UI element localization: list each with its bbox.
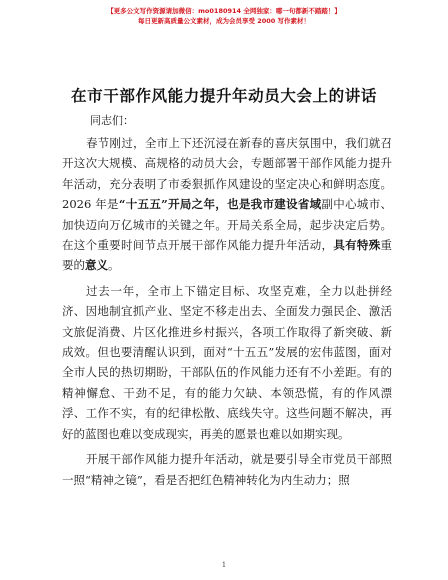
banner-subscription-line: 每日更新高质量公文素材，成为会员享受 2000 写作素材！	[137, 17, 311, 25]
page-number: 1	[221, 561, 227, 569]
paragraph-1-continuation: 副中心城市、加快迈向万亿城市的关键之年。开局关系全局，起步决定后势。在这个重要时间节点开展干部作风能力提升年活动，	[62, 197, 393, 253]
paragraph-1-year-text: 2026 年是	[62, 197, 119, 212]
paragraph-1-bold-phrase: “十五五”开局之年，也是我市建设省域	[118, 197, 322, 212]
paragraph-1-text: 春节刚过，全市上下还沉浸在新春的喜庆氛围中，我们就召开这次大规模、高规格的动员大会，专题部署干部作风能力提升年活动，充分表明了市委狠抓作风建设的坚定决心和鲜明态度。	[62, 136, 392, 191]
paragraph-1	[62, 133, 392, 276]
banner-promo-line: 【更多公文写作资源请加微信：mo0180914 全网独家：哪一句都新不踏踏！】	[107, 7, 341, 15]
paragraph-1-bold-significance: 具有特殊	[333, 238, 381, 253]
paragraph-1-bold-meaning: 意义	[85, 258, 108, 273]
header-banner	[0, 6, 448, 26]
salutation: 同志们：	[90, 114, 134, 127]
document-title: 在市干部作风能力提升年动员大会上的讲话	[71, 87, 377, 105]
document-body	[62, 111, 392, 495]
paragraph-2: 过去一年，全市上下锚定目标、攻坚克难，全力以赴拼经济、因地制宜抓产业、坚定不移走出去、全面发力强民企、激活文旅促消费、片区化推进乡村振兴，各项工作取得了新突破、新成效。但也要清醒认识到，面对“十五五”发展的宏伟蓝图，面对全市人民的热切期盼，干部队伍的作风能力还有不小差距。有的精神懈怠、干劲不足，有的能力欠缺、本领恐慌，有的作风漂浮、工作不实，有的纪律松散、底线失守。这些问题不解决，再好的蓝图也难以变成现实，再美的愿景也难以如期实现。	[62, 283, 392, 441]
paragraph-1-important-text: 重要的	[62, 238, 392, 273]
paragraph-3: 开展干部作风能力提升年活动，就是要引导全市党员干部照一照“精神之镜”，看是否把红色精神转化为内生动力；照	[62, 452, 392, 487]
paragraph-1-end: 。	[108, 258, 120, 273]
